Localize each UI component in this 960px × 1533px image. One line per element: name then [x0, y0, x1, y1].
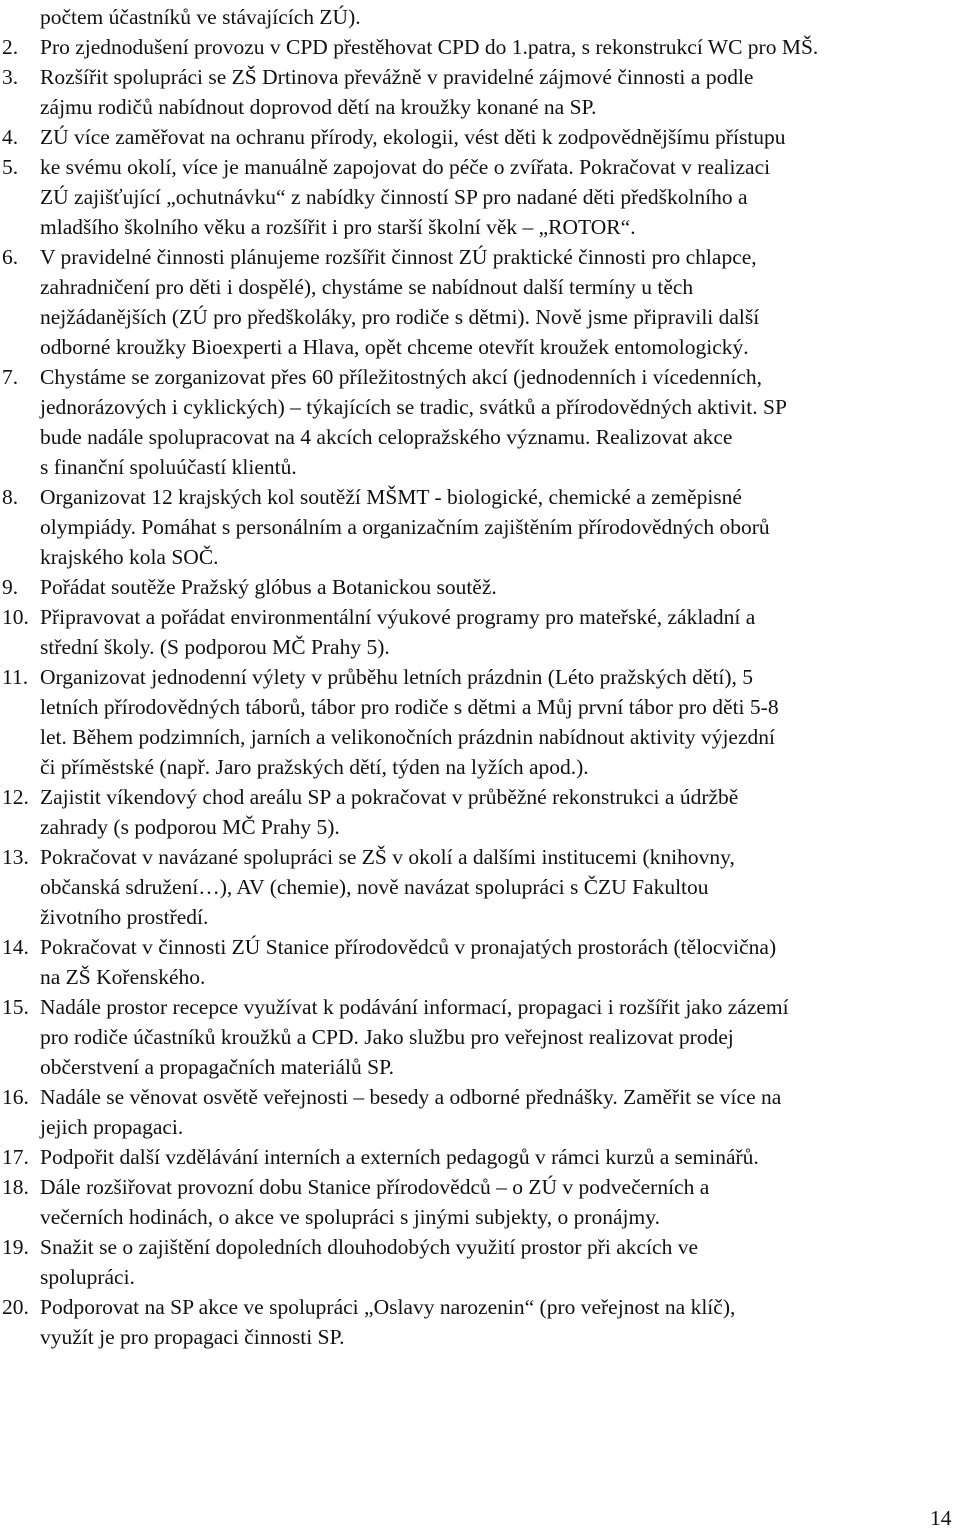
list-item-text	[40, 602, 954, 662]
list-item	[0, 1082, 960, 1142]
list-item	[0, 1172, 960, 1232]
list-item	[0, 1232, 960, 1292]
list-item-number: 10.	[2, 605, 29, 629]
list-item-number: 5.	[2, 155, 19, 179]
text-line: let. Během podzimních, jarních a velikonočních prázdnin nabídnout aktivity výjezdní	[40, 725, 775, 749]
list-item-text	[40, 572, 954, 602]
list-item-text	[40, 362, 954, 482]
list-item	[0, 1292, 960, 1352]
text-line: zahradničení pro děti i dospělé), chystáme se nabídnout další termíny u těch	[40, 275, 694, 299]
list-item-text	[40, 1142, 954, 1172]
text-line: bude nadále spolupracovat na 4 akcích celopražského významu. Realizovat akce	[40, 425, 733, 449]
text-line: občerstvení a propagačních materiálů SP.	[40, 1055, 395, 1079]
list-item	[0, 842, 960, 932]
text-line: nejžádanějších (ZÚ pro předškoláky, pro rodiče s dětmi). Nově jsme připravili další	[40, 305, 760, 329]
list-item-number: 2.	[2, 35, 19, 59]
list-item-number: 9.	[2, 575, 19, 599]
text-line: V pravidelné činnosti plánujeme rozšířit činnost ZÚ praktické činnosti pro chlapce,	[40, 245, 757, 269]
list-item	[0, 602, 960, 662]
text-line: Pokračovat v činnosti ZÚ Stanice přírodovědců v pronajatých prostorách (tělocvična)	[40, 935, 777, 959]
list-item	[0, 932, 960, 992]
list-item	[0, 242, 960, 362]
list-item-number: 16.	[2, 1085, 29, 1109]
text-line: Pokračovat v navázané spolupráci se ZŠ v okolí a dalšími institucemi (knihovny,	[40, 845, 735, 869]
list-item-number: 4.	[2, 125, 19, 149]
text-line: využít je pro propagaci činnosti SP.	[40, 1325, 345, 1349]
list-item-number: 14.	[2, 935, 29, 959]
text-line: Podpořit další vzdělávání interních a externích pedagogů v rámci kurzů a seminářů.	[40, 1145, 759, 1169]
list-item-text	[40, 62, 954, 122]
text-line: zájmu rodičů nabídnout doprovod dětí na kroužky konané na SP.	[40, 95, 597, 119]
list-item	[0, 1142, 960, 1172]
text-line: Pořádat soutěže Pražský glóbus a Botanickou soutěž.	[40, 575, 497, 599]
list-item-text	[40, 662, 954, 782]
list-item-number: 6.	[2, 245, 19, 269]
text-line: Nadále se věnovat osvětě veřejnosti – besedy a odborné přednášky. Zaměřit se více na	[40, 1085, 782, 1109]
list-item-number: 11.	[2, 665, 29, 689]
list-item-number: 3.	[2, 65, 19, 89]
list-item-text	[40, 782, 954, 842]
list-item-text	[40, 1292, 954, 1352]
page-number: 14	[930, 1506, 952, 1530]
text-line: olympiády. Pomáhat s personálním a organizačním zajištěním přírodovědných oborů	[40, 515, 770, 539]
text-line: životního prostředí.	[40, 905, 209, 929]
text-line: Rozšířit spolupráci se ZŠ Drtinova převážně v pravidelné zájmové činnosti a podle	[40, 65, 754, 89]
text-line: občanská sdružení…), AV (chemie), nově navázat spolupráci s ČZU Fakultou	[40, 875, 709, 899]
text-line: Organizovat 12 krajských kol soutěží MŠMT - biologické, chemické a zeměpisné	[40, 485, 742, 509]
list-item	[0, 992, 960, 1082]
list-item	[0, 572, 960, 602]
list-item-text	[40, 152, 954, 242]
list-item	[0, 62, 960, 122]
list-item	[0, 32, 960, 62]
list-item	[0, 782, 960, 842]
list-item-text	[40, 992, 954, 1082]
text-line: ZÚ více zaměřovat na ochranu přírody, ekologii, vést děti k zodpovědnějšímu přístupu	[40, 125, 786, 149]
text-line: jejich propagaci.	[40, 1115, 184, 1139]
list-item	[0, 482, 960, 572]
text-line: Podporovat na SP akce ve spolupráci „Oslavy narozenin“ (pro veřejnost na klíč),	[40, 1295, 736, 1319]
list-item-text	[40, 932, 954, 992]
list-item-text	[40, 122, 954, 152]
text-line: zahrady (s podporou MČ Prahy 5).	[40, 815, 340, 839]
list-item-text	[40, 842, 954, 932]
list-item-number: 7.	[2, 365, 19, 389]
text-line: na ZŠ Kořenského.	[40, 965, 206, 989]
text-line: ke svému okolí, více je manuálně zapojovat do péče o zvířata. Pokračovat v realizaci	[40, 155, 771, 179]
list-item	[0, 662, 960, 782]
list-item-text	[40, 1082, 954, 1142]
text-line: Nadále prostor recepce využívat k podávání informací, propagaci i rozšířit jako zázemí	[40, 995, 789, 1019]
text-line: pro rodiče účastníků kroužků a CPD. Jako službu pro veřejnost realizovat prodej	[40, 1025, 734, 1049]
text-line: s finanční spoluúčastí klientů.	[40, 455, 297, 479]
continuation-text: počtem účastníků ve stávajících ZÚ).	[40, 5, 361, 29]
list-item-number: 13.	[2, 845, 29, 869]
text-line: Zajistit víkendový chod areálu SP a pokračovat v průběžné rekonstrukci a údržbě	[40, 785, 739, 809]
list-item-text	[40, 1232, 954, 1292]
list-item-number: 8.	[2, 485, 19, 509]
text-line: Organizovat jednodenní výlety v průběhu letních prázdnin (Léto pražských dětí), 5	[40, 665, 754, 689]
text-line: či příměstské (např. Jaro pražských dětí, týden na lyžích apod.).	[40, 755, 589, 779]
list-item	[0, 152, 960, 242]
text-line: ZÚ zajišťující „ochutnávku“ z nabídky činností SP pro nadané děti předškolního a	[40, 185, 748, 209]
list-item-number: 19.	[2, 1235, 29, 1259]
text-line: mladšího školního věku a rozšířit i pro starší školní věk – „ROTOR“.	[40, 215, 636, 239]
numbered-list	[0, 32, 960, 1352]
text-line: Snažit se o zajištění dopoledních dlouhodobých využití prostor při akcích ve	[40, 1235, 698, 1259]
text-line: večerních hodinách, o akce ve spolupráci s jinými subjekty, o pronájmy.	[40, 1205, 660, 1229]
text-line: odborné kroužky Bioexperti a Hlava, opět chceme otevřít kroužek entomologický.	[40, 335, 749, 359]
text-line: střední školy. (S podporou MČ Prahy 5).	[40, 635, 390, 659]
list-item-number: 17.	[2, 1145, 29, 1169]
list-item	[0, 122, 960, 152]
text-line: Pro zjednodušení provozu v CPD přestěhovat CPD do 1.patra, s rekonstrukcí WC pro MŠ.	[40, 35, 819, 59]
text-line: Chystáme se zorganizovat přes 60 příležitostných akcí (jednodenních i vícedenních,	[40, 365, 763, 389]
text-line: spolupráci.	[40, 1265, 135, 1289]
text-line: jednorázových i cyklických) – týkajících se tradic, svátků a přírodovědných aktivit. SP	[40, 395, 787, 419]
text-line: letních přírodovědných táborů, tábor pro rodiče s dětmi a Můj první tábor pro děti 5-8	[40, 695, 779, 719]
text-line: krajského kola SOČ.	[40, 545, 219, 569]
list-item-number: 18.	[2, 1175, 29, 1199]
list-item-text	[40, 482, 954, 572]
list-item-text	[40, 32, 954, 62]
list-item-text	[40, 242, 954, 362]
list-item-number: 15.	[2, 995, 29, 1019]
text-line: Připravovat a pořádat environmentální výukové programy pro mateřské, základní a	[40, 605, 756, 629]
text-line: Dále rozšiřovat provozní dobu Stanice přírodovědců – o ZÚ v podvečerních a	[40, 1175, 710, 1199]
list-item-text	[40, 1172, 954, 1232]
list-item-number: 12.	[2, 785, 29, 809]
list-item-number: 20.	[2, 1295, 29, 1319]
list-item	[0, 362, 960, 482]
